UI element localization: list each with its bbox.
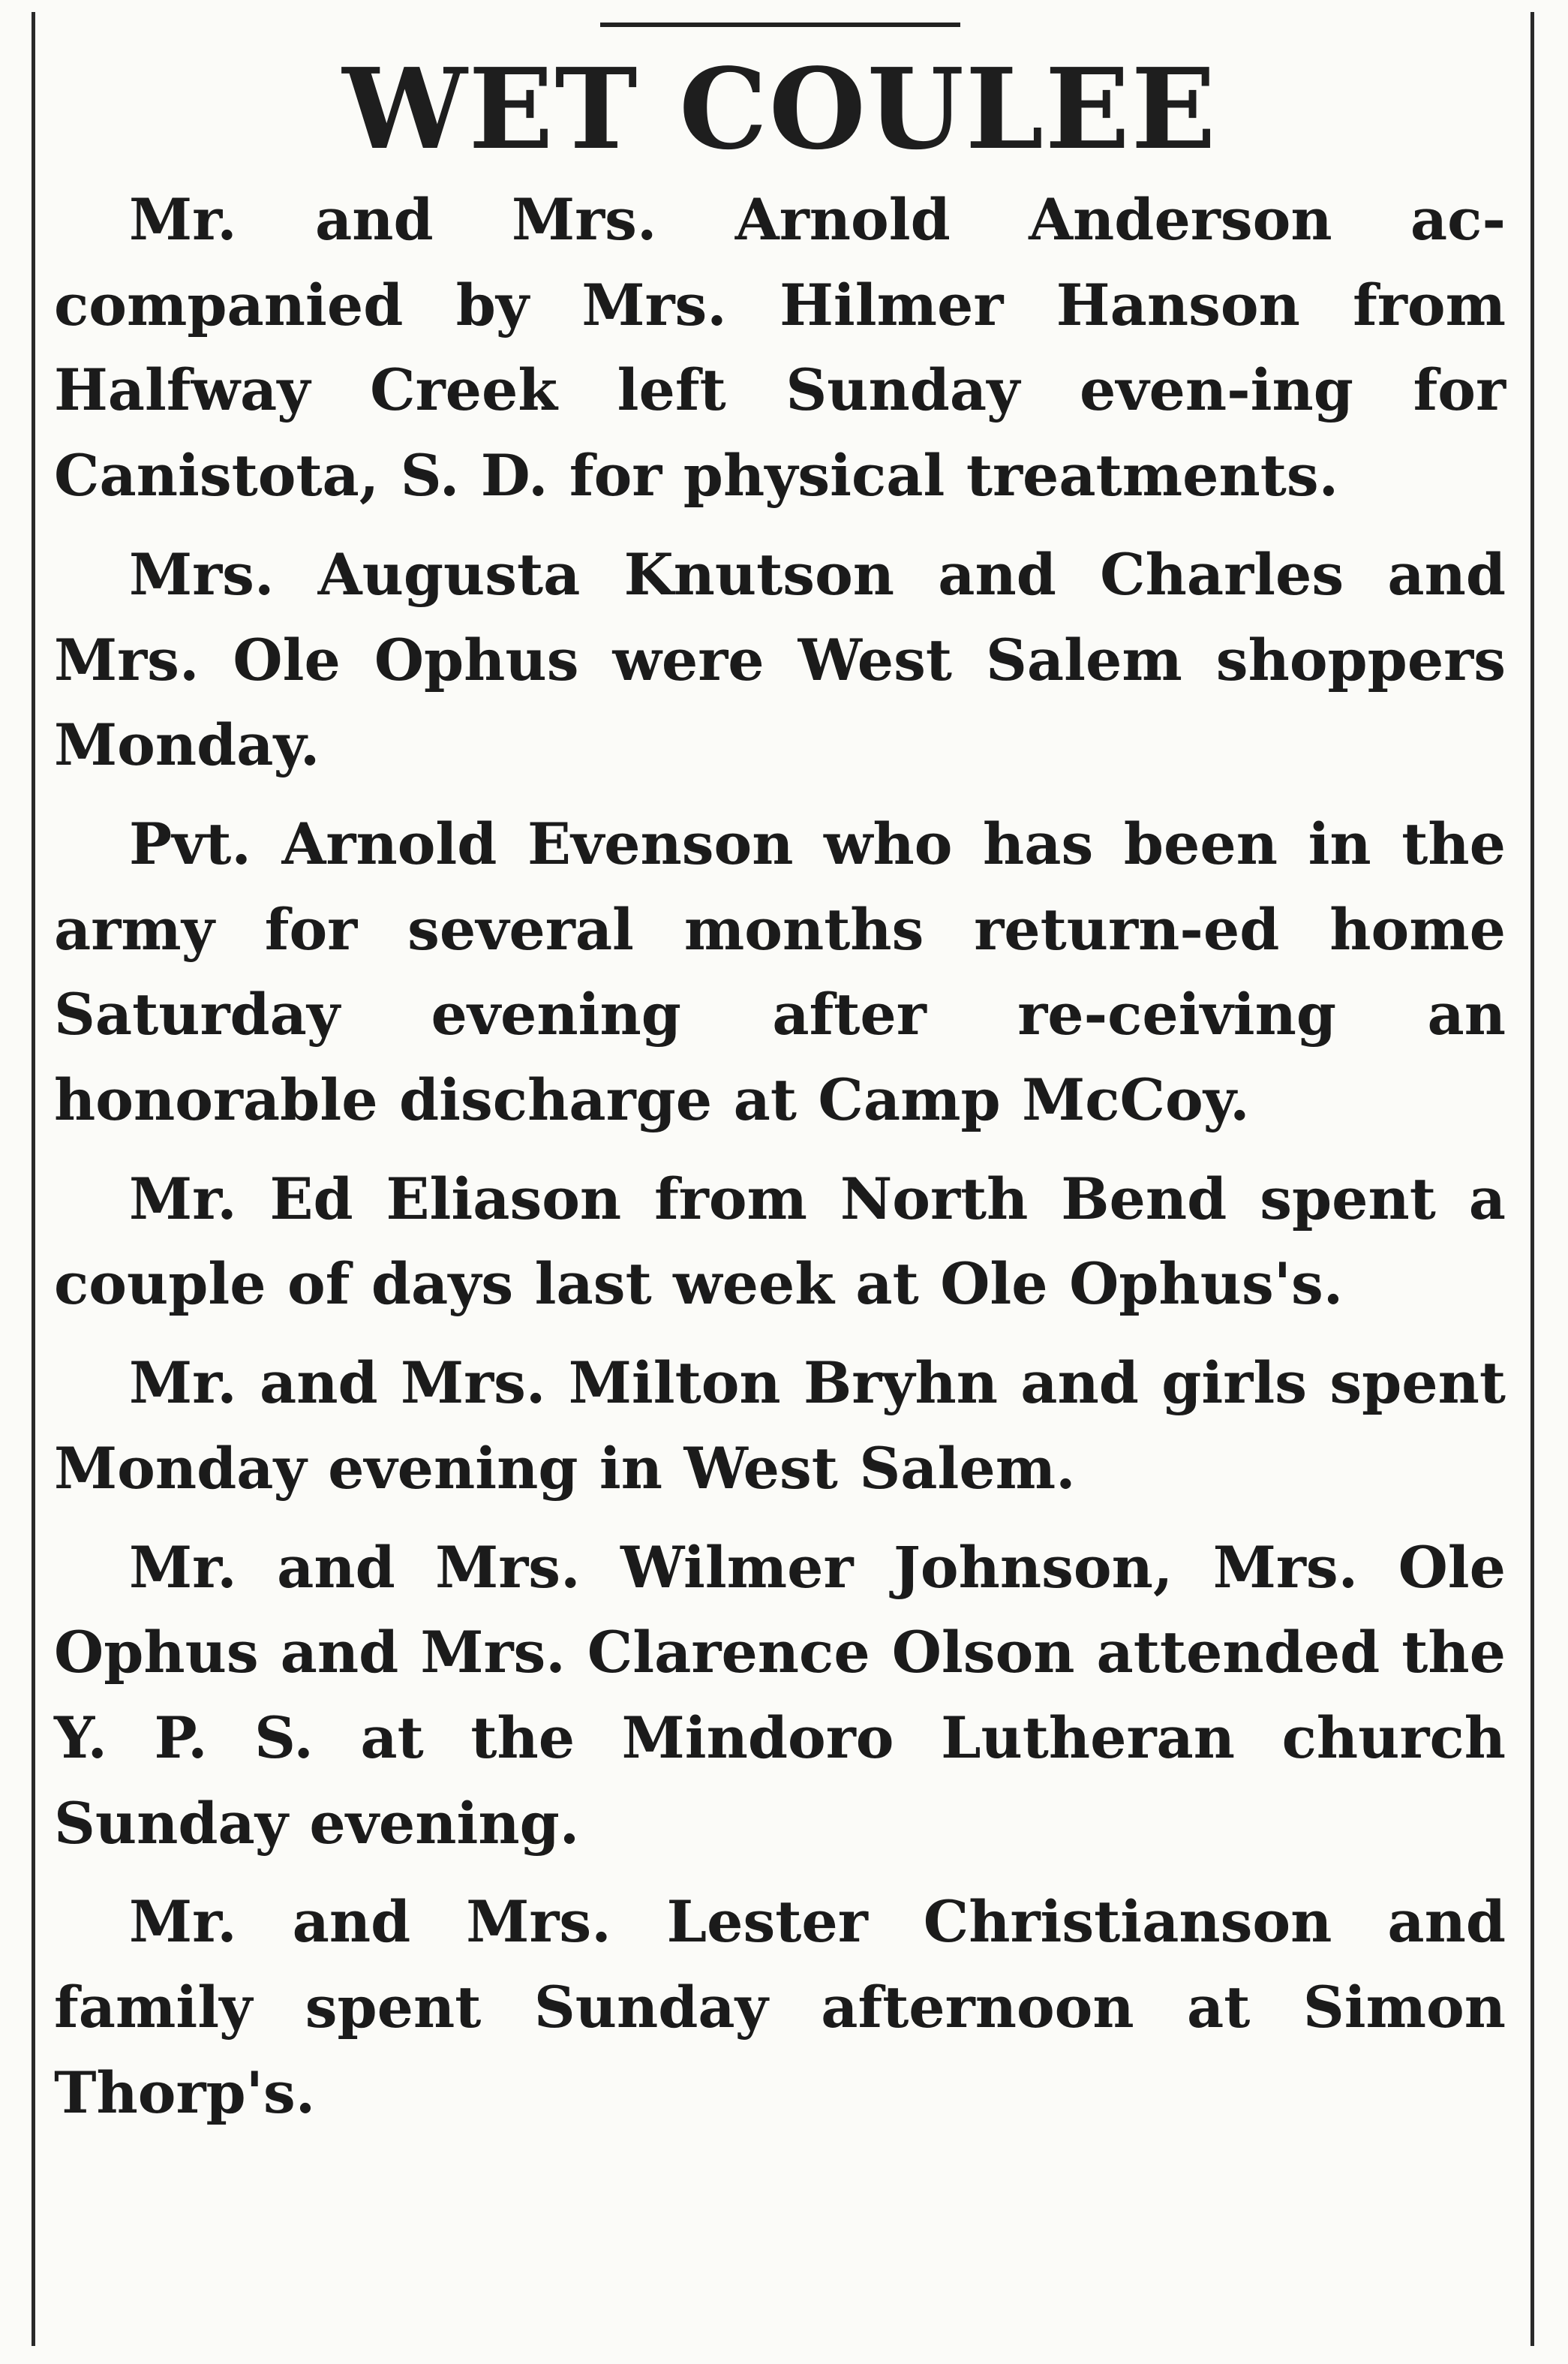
top-rule — [600, 23, 960, 27]
news-item: Mr. and Mrs. Lester Christianson and family spent Sunday afternoon at Simon Thorp's. — [54, 1888, 1506, 2126]
news-item: Mr. and Mrs. Arnold Anderson ac-companied by Mrs. Hilmer Hanson from Halfway Creek left Sunday even-ing for Canistota, S. D. for physical treatments. — [54, 186, 1506, 510]
news-column — [54, 45, 1506, 2149]
news-item: Mr. Ed Eliason from North Bend spent a couple of days last week at Ole Ophus's. — [54, 1165, 1506, 1318]
news-item: Mr. and Mrs. Milton Bryhn and girls spent Monday evening in West Salem. — [54, 1349, 1506, 1502]
column-rule-left — [32, 12, 35, 2346]
news-item: Mr. and Mrs. Wilmer Johnson, Mrs. Ole Ophus and Mrs. Clarence Olson attended the Y. P. S. at the Mindoro Lutheran church Sunday evening. — [54, 1533, 1506, 1857]
column-rule-right — [1530, 12, 1534, 2346]
news-item: Pvt. Arnold Evenson who has been in the army for several months return-ed home Saturday evening after re-ceiving an honorable discharge at Camp McCoy. — [54, 810, 1506, 1134]
news-item: Mrs. Augusta Knutson and Charles and Mrs. Ole Ophus were West Salem shoppers Monday. — [54, 540, 1506, 779]
section-headline: WET COULEE — [342, 44, 1218, 174]
